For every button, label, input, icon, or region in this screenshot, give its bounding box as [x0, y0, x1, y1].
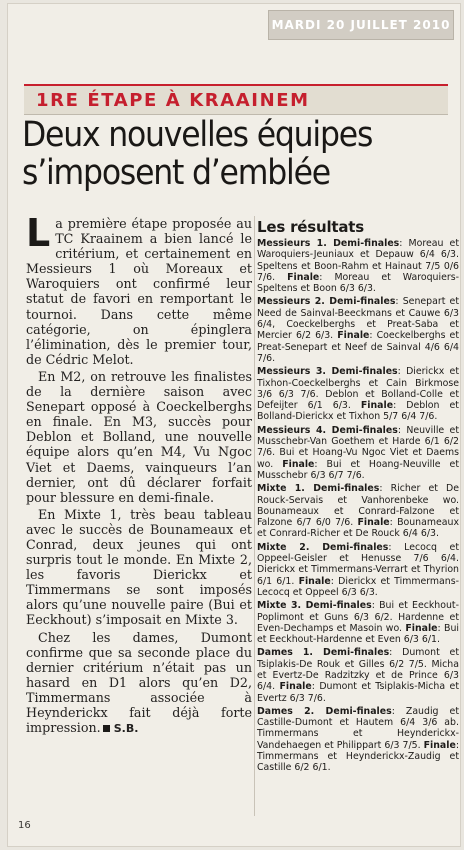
result-semifinal-scores: : Richer et De Rouck-Servais et Vanhorenbeke wo. Bounameaux et Conrard-Falzone et Falzone 6/7 6/0 7/6. [257, 483, 459, 529]
result-final-score: : Timmermans et Heynderickx-Zaudig et Castille 6/2 6/1. [257, 739, 459, 774]
result-final-score: : Bounameaux et Conrard-Richer et De Rouck 6/4 6/3. [257, 517, 460, 540]
results-entry [257, 296, 459, 364]
result-semifinal-scores: : Moreau et Waroquiers-Jeuniaux et Depauw 6/4 6/3. Speltens et Boon-Rahm et Hainaut 7/5 0/6 7/6. [257, 238, 459, 283]
page-number: 16 [18, 820, 31, 831]
author-signature: S.B. [113, 722, 139, 736]
result-final-label: Finale [279, 681, 312, 693]
result-category: Messieurs 3. Demi-finales [257, 366, 398, 378]
result-category: Mixte 3. Demi-finales [257, 600, 372, 612]
end-square-icon [103, 725, 110, 732]
result-category: Messieurs 1. Demi-finales [257, 238, 400, 249]
result-final-label: Finale [337, 330, 370, 342]
result-final-label: Finale [287, 271, 320, 283]
result-category: Messieurs 4. Demi-finales [257, 424, 398, 436]
results-entry [257, 425, 459, 481]
drop-cap: L [26, 211, 51, 255]
result-semifinal-scores: : Senepart et Need de Sainval-Beeckmans et Cauwe 6/3 6/4, Coeckelberghs et Preat-Saba et Mercier 6/2 6/3. [257, 296, 459, 342]
result-final-score: : Bui et Eeckhout-Hardenne et Even 6/3 6/1. [257, 622, 459, 646]
results-entry [257, 238, 459, 294]
result-final-score: : Dierickx et Timmermans-Lecocq et Oppeel 6/3 6/3. [257, 575, 459, 598]
result-final-label: Finale [360, 400, 394, 412]
article-body [26, 211, 252, 738]
kicker-text: 1RE ÉTAPE À KRAAINEM [36, 89, 310, 111]
result-final-score: : Dumont et Tsiplakis-Micha et Evertz 6/3 7/6. [257, 681, 459, 704]
result-semifinal-scores: : Bui et Eeckhout-Poplimont et Guns 6/3 6/2. Hardenne et Even-Dechamps et Masoin wo. [257, 600, 459, 634]
result-final-label: Finale [405, 622, 438, 634]
results-title: Les résultats [257, 218, 364, 236]
article-paragraph-3: En Mixte 1, très beau tableau avec le succès de Bounameaux et Conrad, deux jeunes qui ont surpris tout le monde. En Mixte 2, les favoris Dierickx et Timmermans se sont imposés alors qu’une nouvelle paire (Bui et Eeckhout) s’imposait en Mixte 3. [26, 506, 252, 628]
section-kicker [24, 84, 448, 115]
headline-line-2: s’imposent d’emblée [22, 153, 330, 193]
result-final-score: : Bui et Hoang-Neuville et Musschebr 6/3 6/7 7/6. [257, 458, 459, 481]
result-semifinal-scores: : Neuville et Musschebr-Van Goethem et Harde 6/1 6/2 7/6. Bui et Hoang-Vu Ngoc Viet et Daems wo. [257, 424, 460, 470]
results-entry [257, 647, 459, 703]
results-entry [257, 706, 459, 774]
result-final-score: : Coeckelberghs et Preat-Senepart et Neef de Sainval 4/6 6/4 7/6. [257, 330, 459, 364]
result-semifinal-scores: : Zaudig et Castille-Dumont et Hautem 6/4 3/6 ab. Timmermans et Heynderickx-Vandehaegen et Philippart 6/3 7/5. [257, 705, 459, 751]
result-semifinal-scores: : Lecocq et Oppeel-Geisler et Henusse 7/6 6/4. Dierickx et Timmermans-Verrart et Thyrion 6/1 6/1. [257, 541, 459, 587]
result-final-label: Finale [423, 739, 456, 751]
result-final-score: : Moreau et Waroquiers-Speltens et Boon 6/3 6/3. [257, 271, 459, 295]
result-final-label: Finale [357, 517, 390, 529]
results-entry [257, 483, 459, 539]
result-category: Mixte 1. Demi-finales [257, 483, 380, 495]
result-category: Mixte 2. Demi-finales [257, 541, 389, 553]
article-paragraph-2: En M2, on retrouve les finalistes de la dernière saison avec Senepart opposé à Coeckelberghs en finale. En M3, succès pour Deblon et Bolland, une nouvelle équipe alors qu’en M4, Vu Ngoc Viet et Daems, vainqueurs l’an dernier, ont dû déclarer forfait pour blessure en demi-finale. [26, 368, 252, 505]
newspaper-clipping [8, 4, 460, 846]
results-list [257, 238, 459, 774]
result-final-label: Finale [298, 575, 331, 587]
results-entry [257, 366, 459, 422]
result-final-score: : Deblon et Bolland-Dierickx et Tixhon 5/7 6/4 7/6. [257, 400, 459, 423]
results-entry [257, 600, 459, 645]
column-divider [254, 216, 255, 816]
article-paragraph-4: Chez les dames, Dumont confirme que sa seconde place du dernier critérium n’était pas un hasard en D1 alors qu’en D2, Timmermans associée à Heynderickx fait déjà forte impression. S.B. [26, 629, 252, 736]
article-paragraph-1: La première étape proposée au TC Kraainem a bien lancé le critérium, et certainement en Messieurs 1 où Moreaux et Waroquiers ont confirmé leur statut de favori en remportant le tournoi. Dans cette même catégorie, on épinglera l’élimination, dès le premier tour, de Cédric Melot. [26, 211, 252, 367]
result-category: Dames 2. Demi-finales [257, 705, 392, 717]
date-banner [268, 10, 454, 40]
date-text: MARDI 20 JUILLET 2010 [271, 18, 451, 32]
headline-line-1: Deux nouvelles équipes [22, 115, 373, 155]
results-entry [257, 542, 459, 598]
result-final-label: Finale [282, 458, 315, 470]
article-headline [22, 116, 452, 192]
result-category: Messieurs 2. Demi-finales [257, 296, 396, 308]
result-semifinal-scores: : Dumont et Tsiplakis-De Rouk et Gilles 6/2 7/5. Micha et Evertz-De Radzitzky et de Prince 6/3 6/4. [257, 647, 459, 693]
result-category: Dames 1. Demi-finales [257, 647, 390, 659]
results-box [257, 219, 459, 776]
result-semifinal-scores: : Dierickx et Tixhon-Coeckelberghs et Cain Birkmose 3/6 6/3 7/6. Deblon et Bolland-Colle et Defeijter 6/1 6/3. [257, 366, 459, 412]
